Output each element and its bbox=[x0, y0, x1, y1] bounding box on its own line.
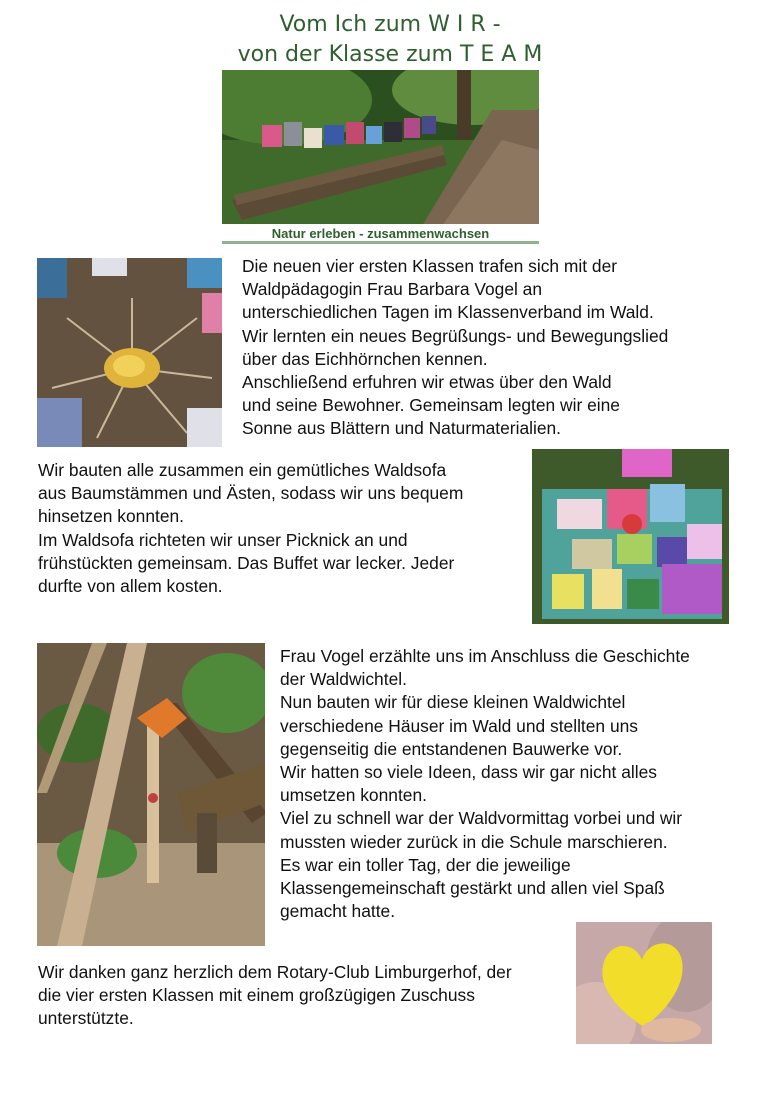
picnic-lunchboxes-photo bbox=[532, 449, 729, 624]
paragraph-waldsofa: Wir bauten alle zusammen ein gemütliches Waldsofa aus Baumstämmen und Ästen, sodass wir uns bequem hinsetzen konnten. Im Waldsofa richteten wir unser Picknick an und frühstückten gemeinsam. Das Buffet war lecker. Jeder durfte von allem kosten. bbox=[38, 460, 464, 596]
header-caption: Natur erleben - zusammenwachsen bbox=[222, 224, 539, 244]
paragraph-thanks: Wir danken ganz herzlich dem Rotary-Club Limburgerhof, der die vier ersten Klassen mit einem großzügigen Zuschuss unterstützte. bbox=[38, 962, 512, 1029]
yellow-heart-leaf-photo bbox=[576, 922, 712, 1044]
gnome-house-photo bbox=[37, 643, 265, 946]
forest-backpacks-photo bbox=[222, 70, 539, 226]
leaf-sun-photo bbox=[37, 258, 222, 447]
paragraph-waldwichtel: Frau Vogel erzählte uns im Anschluss die Geschichte der Waldwichtel. Nun bauten wir für diese kleinen Waldwichtel verschiedene Häuser im Wald und stellten uns gegenseitig die entstandenen Bauwerke vor. Wir hatten so viele Ideen, dass wir gar nicht alles umsetzen konnten. Viel zu schnell war der Waldvormittag vorbei und wir mussten wieder zurück in die Schule marschieren. Es war ein toller Tag, der die jeweilige Klassengemeinschaft gestärkt und allen viel Spaß gemacht hatte. bbox=[280, 646, 690, 922]
page-title-line1: Vom Ich zum W I R - bbox=[279, 12, 501, 37]
paragraph-intro: Die neuen vier ersten Klassen trafen sich mit der Waldpädagogin Frau Barbara Vogel an unterschiedlichen Tagen im Klassenverband im Wald. Wir lernten ein neues Begrüßungs- und Bewegungslied über das Eichhörnchen kennen. Anschließend erfuhren wir etwas über den Wald und seine Bewohner. Gemeinsam legten wir eine Sonne aus Blättern und Naturmaterialien. bbox=[242, 256, 669, 439]
page-title-line2: von der Klasse zum T E A M bbox=[237, 42, 543, 67]
